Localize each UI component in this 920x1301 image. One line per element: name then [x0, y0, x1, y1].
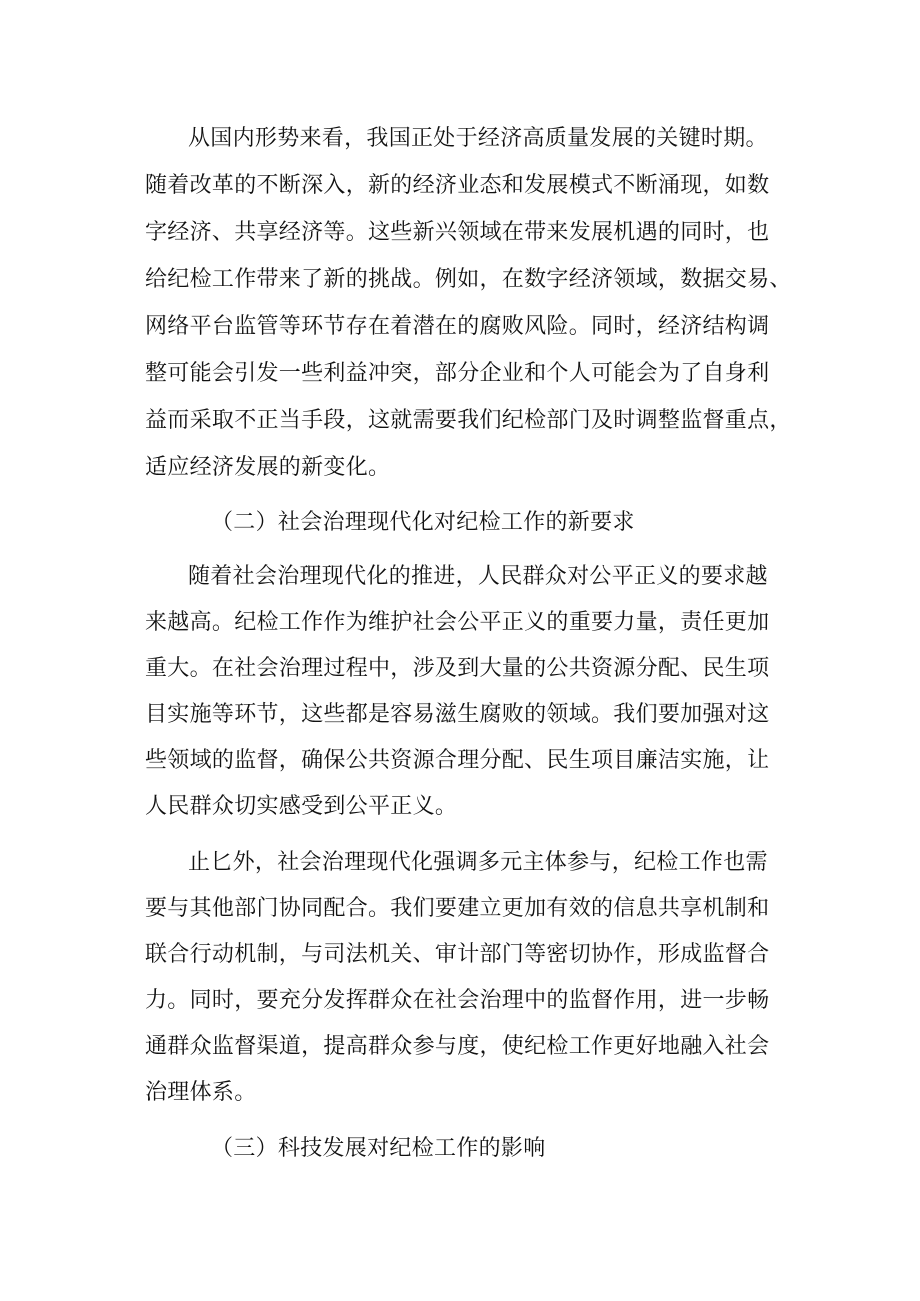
paragraph-line: 给纪检工作带来了新的挑战。例如，在数字经济领域，数据交易、 — [145, 267, 792, 292]
paragraph-line: 字经济、共享经济等。这些新兴领域在带来发展机遇的同时，也 — [145, 220, 770, 245]
paragraph-line: 整可能会引发一些利益冲突，部分企业和个人可能会为了自身利 — [145, 361, 770, 386]
paragraph-line: 联合行动机制，与司法机关、审计部门等密切协作，形成监督合 — [145, 942, 770, 967]
paragraph-line: 适应经济发展的新变化。 — [145, 455, 391, 480]
section-heading: （三）科技发展对纪检工作的影响 — [211, 1136, 546, 1161]
paragraph-line: 通群众监督渠道，提高群众参与度，使纪检工作更好地融入社会 — [145, 1034, 770, 1059]
paragraph-line: 来越高。纪检工作作为维护社会公平正义的重要力量，责任更加 — [145, 610, 770, 635]
paragraph-line: 力。同时，要充分发挥群众在社会治理中的监督作用，进一步畅 — [145, 988, 770, 1013]
paragraph-line: 目实施等环节，这些都是容易滋生腐败的领域。我们要加强对这 — [145, 702, 770, 727]
paragraph-line: 些领域的监督，确保公共资源合理分配、民生项目廉洁实施，让 — [145, 748, 770, 773]
paragraph-line: 网络平台监管等环节存在着潜在的腐败风险。同时，经济结构调 — [145, 314, 770, 339]
paragraph-line: 从国内形势来看，我国正处于经济高质量发展的关键时期。 — [188, 126, 768, 151]
paragraph-line: 随着社会治理现代化的推进，人民群众对公平正义的要求越 — [188, 564, 768, 589]
paragraph-line: 益而采取不正当手段，这就需要我们纪检部门及时调整监督重点， — [145, 408, 792, 433]
paragraph-line: 人民群众切实感受到公平正义。 — [145, 794, 458, 819]
paragraph-line: 要与其他部门协同配合。我们要建立更加有效的信息共享机制和 — [145, 896, 770, 921]
paragraph-line: 随着改革的不断深入，新的经济业态和发展模式不断涌现，如数 — [145, 173, 770, 198]
paragraph-line: 治理体系。 — [145, 1080, 257, 1105]
section-heading: （二）社会治理现代化对纪检工作的新要求 — [211, 510, 635, 535]
paragraph-line: 重大。在社会治理过程中，涉及到大量的公共资源分配、民生项 — [145, 656, 770, 681]
paragraph-line: 止匕外，社会治理现代化强调多元主体参与，纪检工作也需 — [188, 850, 768, 875]
